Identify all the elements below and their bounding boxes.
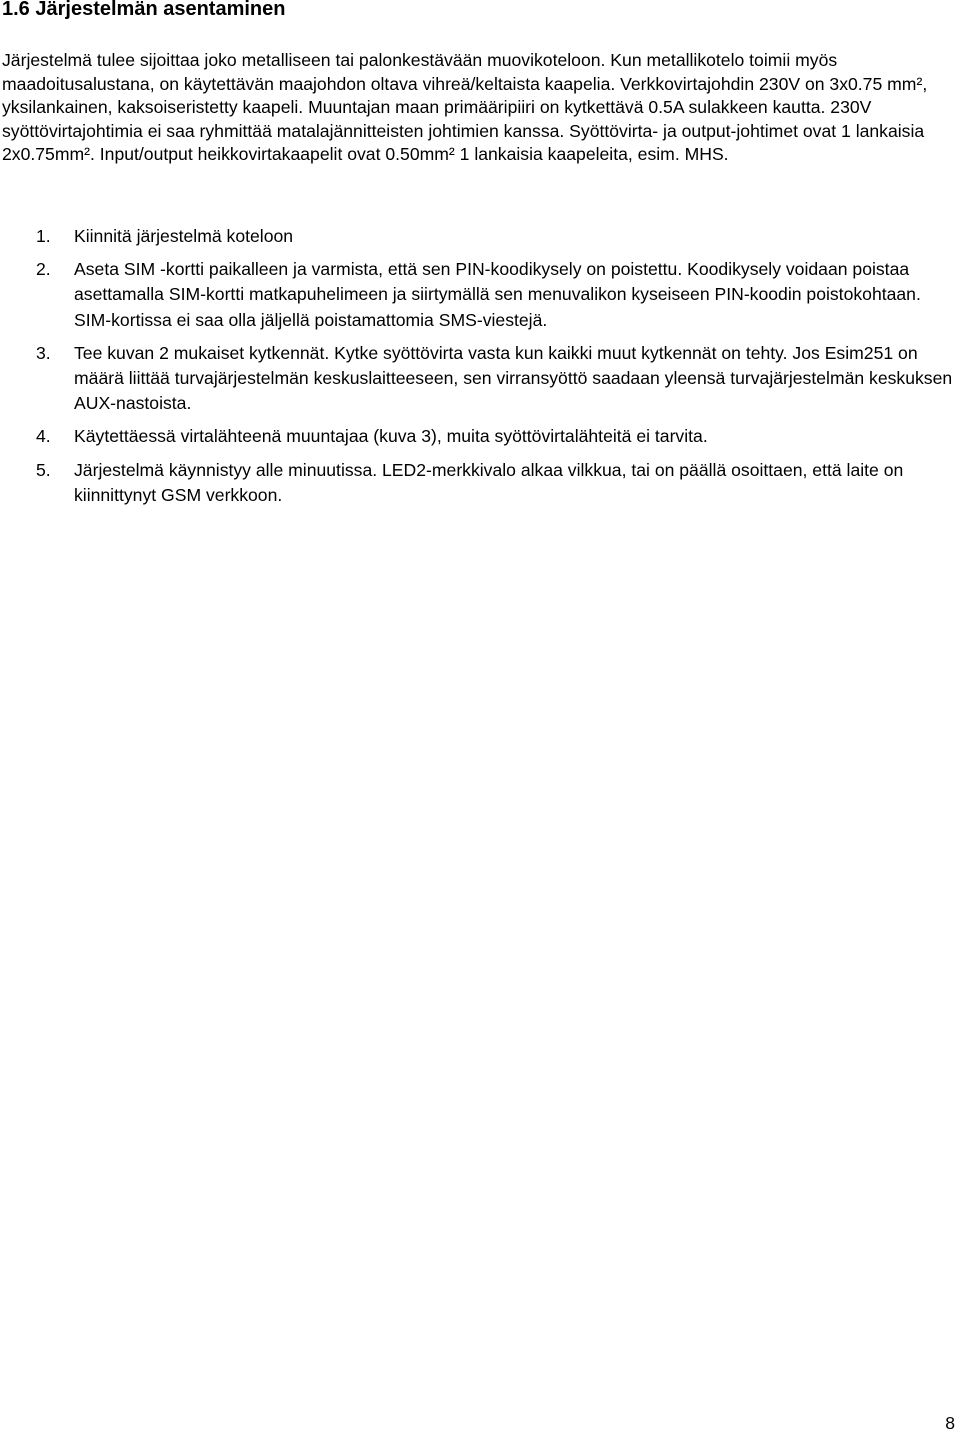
list-item — [2, 341, 957, 417]
list-item — [2, 458, 957, 508]
step-number: 3. — [36, 342, 51, 363]
section-heading: 1.6 Järjestelmän asentaminen — [2, 0, 286, 20]
list-item — [2, 424, 957, 449]
step-number: 4. — [36, 426, 51, 447]
list-item — [2, 224, 957, 249]
step-text: Tee kuvan 2 mukaiset kytkennät. Kytke syöttövirta vasta kun kaikki muut kytkennät on tehty. Jos Esim251 on määrä liittää turvajärjestelmän keskuslaitteeseen, sen virransyöttö saadaan yleensä turvajärjestelmän keskuksen AUX-nastoista. — [74, 342, 953, 414]
installation-steps-list — [2, 224, 957, 508]
intro-paragraph: Järjestelmä tulee sijoittaa joko metalliseen tai palonkestävään muovikoteloon. Kun metallikotelo toimii myös maadoitusalustana, on käytettävän maajohdon oltava vihreä/keltaista kaapelia. Verkkovirtajohdin 230V on 3x0.75 mm², yksilankainen, kaksoiseristetty kaapeli. Muuntajan maan primääripiiri on kytkettävä 0.5A sulakkeen kautta. 230V syöttövirtajohtimia ei saa ryhmittää matalajännitteisten johtimien kanssa. Syöttövirta- ja output-johtimet ovat 1 lankaisia 2x0.75mm². Input/output heikkovirtakaapelit ovat 0.50mm² 1 lankaisia kaapeleita, esim. MHS. — [2, 50, 928, 165]
step-text: Järjestelmä käynnistyy alle minuutissa. LED2-merkkivalo alkaa vilkkua, tai on päällä osoittaen, että laite on kiinnittynyt GSM verkkoon. — [74, 459, 904, 505]
step-text: Aseta SIM -kortti paikalleen ja varmista, että sen PIN-koodikysely on poistettu. Koodikysely voidaan poistaa asettamalla SIM-kortti matkapuhelimeen ja siirtymällä sen menuvalikon kyseiseen PIN-koodin poistokohtaan. SIM-kortissa ei saa olla jäljellä poistamattomia SMS-viestejä. — [74, 259, 921, 330]
page-number: 8 — [945, 1413, 955, 1433]
list-item — [2, 257, 957, 333]
step-number: 1. — [36, 226, 51, 246]
step-text: Kiinnitä järjestelmä koteloon — [74, 226, 294, 246]
step-number: 2. — [36, 259, 51, 280]
step-number: 5. — [36, 459, 51, 480]
step-text: Käytettäessä virtalähteenä muuntajaa (kuva 3), muita syöttövirtalähteitä ei tarvita. — [74, 426, 708, 447]
